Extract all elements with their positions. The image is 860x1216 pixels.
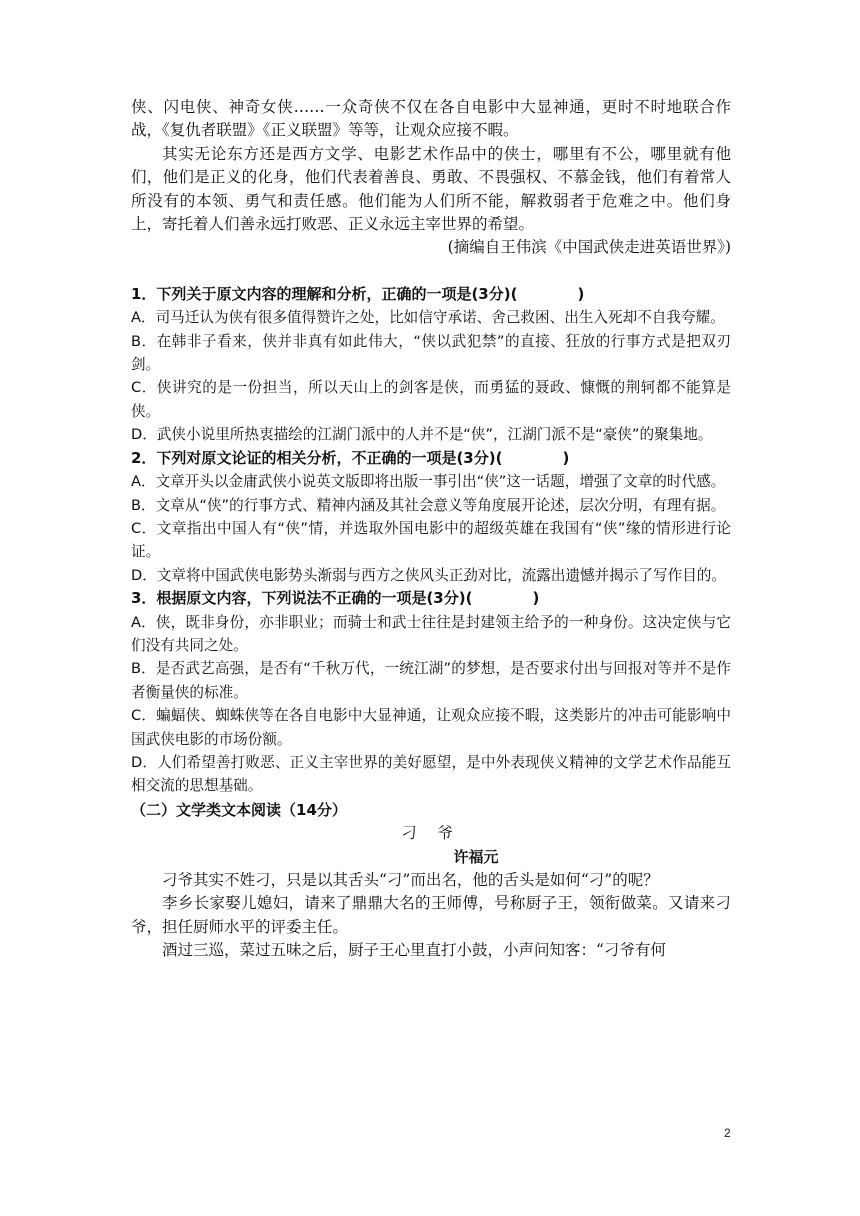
passage-paragraph: 其实无论东方还是西方文学、电影艺术作品中的侠士，哪里有不公，哪里就有他们，他们是正义的化身，他们代表着善良、勇敢、不畏强权、不慕金钱，他们有着常人所没有的本领、勇气和责任感。他们能为人们所不能，解救弱者于危难之中。他们身上，寄托着人们善永远打败恶、正义永远主宰世界的希望。 <box>131 144 731 234</box>
story-paragraph: 酒过三巡，菜过五味之后，厨子王心里直打小鼓，小声问知客：“刁爷有何 <box>162 941 666 960</box>
question-3-option-b: B．是否武艺高强，是否有“千秋万代，一统江湖”的梦想，是否要求付出与回报对等并不是作者衡量侠的标准。 <box>131 660 731 701</box>
story-paragraph: 李乡长家娶儿媳妇，请来了鼎鼎大名的王师傅，号称厨子王，领衔做菜。又请来刁爷，担任厨师水平的评委主任。 <box>131 894 731 936</box>
question-1-option-d: D．武侠小说里所热衷描绘的江湖门派中的人并不是“侠”，江湖门派不是“豪侠”的聚集地。 <box>131 426 713 444</box>
page-number: 2 <box>724 1126 731 1140</box>
document-page <box>131 96 731 963</box>
story-title: 刁 爷 <box>401 824 461 843</box>
question-2-option-d: D．文章将中国武侠电影势头渐弱与西方之侠风头正劲对比，流露出遗憾并揭示了写作目的。 <box>131 566 726 584</box>
passage-paragraph-continued: 侠、闪电侠、神奇女侠……一众奇侠不仅在各自电影中大显神通，更时不时地联合作战，《复仇者联盟》《正义联盟》等等，让观众应接不暇。 <box>131 98 731 140</box>
story-author: 许福元 <box>453 847 499 866</box>
spacer <box>131 260 731 283</box>
story-paragraph: 刁爷其实不姓刁，只是以其舌头“刁”而出名，他的舌头是如何“刁”的呢？ <box>162 871 659 889</box>
question-2-stem: 2．下列对原文论证的相关分析，不正确的一项是(3分)( ) <box>131 448 570 467</box>
question-3-option-c: C．蝙蝠侠、蜘蛛侠等在各自电影中大显神通，让观众应接不暇，这类影片的冲击可能影响中国武侠电影的市场份额。 <box>131 707 731 748</box>
question-1-stem: 1．下列关于原文内容的理解和分析，正确的一项是(3分)( ) <box>131 284 585 303</box>
passage-source: (摘编自王伟滨《中国武侠走进英语世界》) <box>447 238 731 257</box>
question-2-option-a: A．文章开头以金庸武侠小说英文版即将出版一事引出“侠”这一话题，增强了文章的时代感。 <box>131 473 726 491</box>
question-3-option-d: D．人们希望善打败恶、正义主宰世界的美好愿望，是中外表现侠义精神的文学艺术作品能互相交流的思想基础。 <box>131 753 731 795</box>
question-2-option-c: C．文章指出中国人有“侠”情，并选取外国电影中的超级英雄在我国有“侠”缘的情形进行论证。 <box>131 519 731 561</box>
question-2-option-b: B．文章从“侠”的行事方式、精神内涵及其社会意义等角度展开论述，层次分明，有理有据。 <box>131 496 726 514</box>
question-3-option-a: A．侠，既非身份，亦非职业；而骑士和武士往往是封建领主给予的一种身份。这决定侠与它们没有共同之处。 <box>131 613 731 654</box>
question-3-stem: 3．根据原文内容，下列说法不正确的一项是(3分)( ) <box>131 589 540 608</box>
question-1-option-a: A．司马迁认为侠有很多值得赞许之处，比如信守承诺、舍己救困、出生入死却不自我夸耀。 <box>131 309 725 327</box>
section-heading: （二）文学类文本阅读（14分） <box>131 800 347 819</box>
question-1-option-b: B．在韩非子看来，侠并非真有如此伟大，“侠以武犯禁”的直接、狂放的行事方式是把双刃剑。 <box>131 332 731 374</box>
question-1-option-c: C．侠讲究的是一份担当，所以天山上的剑客是侠，而勇猛的聂政、慷慨的荆轲都不能算是侠。 <box>131 379 731 420</box>
